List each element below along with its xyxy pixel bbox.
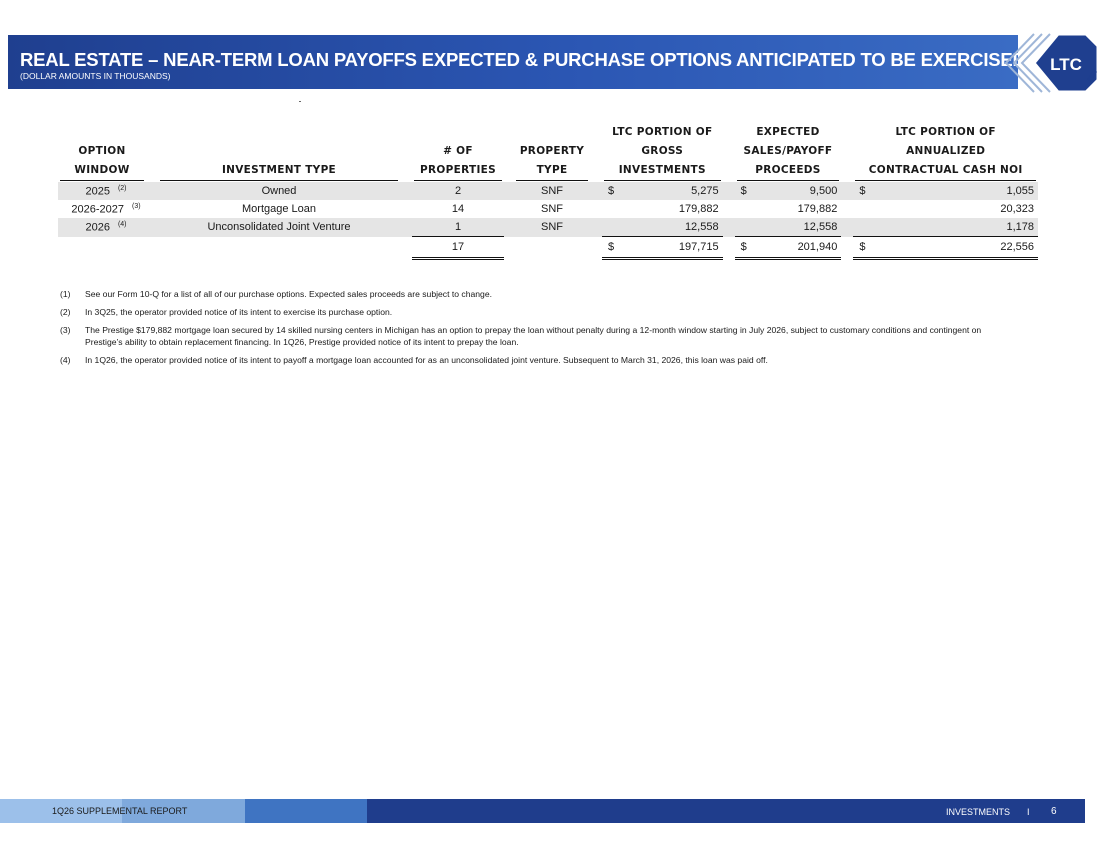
cell-currency <box>853 218 877 237</box>
footnote-marker: (4) <box>60 355 71 365</box>
cell-currency <box>602 218 626 237</box>
col-header-properties: # OF PROPERTIES <box>412 123 504 182</box>
payoffs-table <box>58 123 1038 260</box>
cell-gross: 5,275 <box>626 182 723 200</box>
total-noi: 22,556 <box>877 237 1038 259</box>
cell-noi: 1,055 <box>877 182 1038 200</box>
page-title <box>20 49 1039 71</box>
cell-noi: 1,178 <box>877 218 1038 237</box>
header-row <box>58 123 1038 182</box>
cell-window: 2025 $^{(2)}$ <box>58 182 146 200</box>
footnote <box>60 306 1020 318</box>
footnote-marker: (3) <box>60 325 71 335</box>
cell-proceeds: 179,882 <box>797 203 838 215</box>
cell-property-type: SNF <box>514 182 590 200</box>
cell-window: 2026-2027 $^{(3)}$ <box>71 202 141 216</box>
table-row <box>58 218 1038 237</box>
page-number: 6 <box>1051 806 1057 817</box>
logo-text: LTC <box>1050 55 1082 74</box>
cell-properties: 1 <box>412 218 504 237</box>
page-title-footnote-marker: (1) <box>1025 49 1039 62</box>
cell-investment-type: Unconsolidated Joint Venture <box>158 218 400 237</box>
total-proceeds: 201,940 <box>759 237 842 259</box>
cell-gross: 12,558 <box>626 218 723 237</box>
cell-properties: 2 <box>412 182 504 200</box>
footnote-ref: (3) <box>132 202 141 210</box>
cell-currency <box>735 218 759 237</box>
total-properties: 17 <box>412 237 504 259</box>
footnote-text: In 1Q26, the operator provided notice of its intent to payoff a mortgage loan accounted for as an unconsolidated joint venture. Subsequent to March 31, 2026, this loan was paid off. <box>85 355 768 365</box>
footer-bar <box>0 799 1100 823</box>
table-row <box>58 182 1038 200</box>
cell-gross: 179,882 <box>678 203 719 215</box>
total-currency: $ <box>602 237 626 259</box>
col-header-proceeds: EXPECTED SALES/PAYOFF PROCEEDS <box>735 123 842 182</box>
cell-proceeds: 12,558 <box>759 218 842 237</box>
page-subtitle: (DOLLAR AMOUNTS IN THOUSANDS) <box>20 71 171 81</box>
footnote-text: In 3Q25, the operator provided notice of its intent to exercise its purchase option. <box>85 307 393 317</box>
col-header-option-window: OPTION WINDOW <box>58 123 146 182</box>
footnote-marker: (1) <box>60 289 71 299</box>
col-header-property-type: PROPERTY TYPE <box>514 123 590 182</box>
cell-currency: $ <box>853 182 877 200</box>
footnote-marker: (2) <box>60 307 71 317</box>
cell-window: 2026 $^{(4)}$ <box>58 218 146 237</box>
col-header-investment-type: INVESTMENT TYPE <box>158 123 400 182</box>
page-title-text: REAL ESTATE – NEAR-TERM LOAN PAYOFFS EXPECTED & PURCHASE OPTIONS ANTICIPATED TO BE EXERCISED <box>20 49 1026 70</box>
cell-property-type: SNF <box>541 203 563 215</box>
cell-currency: $ <box>602 182 626 200</box>
cell-proceeds: 9,500 <box>759 182 842 200</box>
cell-currency: $ <box>735 182 759 200</box>
title-banner <box>8 35 1039 89</box>
total-currency: $ <box>853 237 877 259</box>
footnote <box>60 324 1020 348</box>
report-name: 1Q26 SUPPLEMENTAL REPORT <box>52 806 188 816</box>
footnote-ref: (2) <box>117 184 127 192</box>
total-gross: 197,715 <box>626 237 723 259</box>
footer-separator: I <box>1027 807 1030 817</box>
footnote-text: The Prestige $179,882 mortgage loan secured by 14 skilled nursing centers in Michigan has an option to prepay the loan without penalty during a 12-month window starting in July 2026, subject to customary conditions and contingent on Prestige’s ability to obtain replacement financing. In 1Q26, Prestige provided notice of its intent to prepay the loan. <box>85 325 982 347</box>
cell-property-type: SNF <box>514 218 590 237</box>
table-row <box>58 200 1038 218</box>
footnote-ref: (4) <box>117 220 127 228</box>
logo-subtext: REIT <box>1086 68 1100 84</box>
cell-properties: 14 <box>451 203 465 215</box>
col-header-gross-investments: LTC PORTION OF GROSS INVESTMENTS <box>602 123 723 182</box>
col-header-annualized-noi: LTC PORTION OF ANNUALIZED CONTRACTUAL CASH NOI <box>853 123 1038 182</box>
total-currency: $ <box>735 237 759 259</box>
stray-dot <box>299 101 301 102</box>
footnote-text: See our Form 10-Q for a list of all of our purchase options. Expected sales proceeds are subject to change. <box>85 289 492 299</box>
cell-currency <box>853 200 877 218</box>
cell-investment-type: Mortgage Loan <box>242 203 316 215</box>
cell-noi: 20,323 <box>1000 203 1034 215</box>
cell-currency <box>602 200 626 218</box>
footnotes <box>60 288 1020 372</box>
section-name: INVESTMENTS <box>946 807 1011 817</box>
footnote <box>60 288 1020 300</box>
cell-investment-type: Owned <box>158 182 400 200</box>
total-row <box>58 237 1038 259</box>
cell-currency <box>735 200 759 218</box>
ltc-reit-logo <box>998 30 1098 96</box>
footnote <box>60 354 1020 366</box>
